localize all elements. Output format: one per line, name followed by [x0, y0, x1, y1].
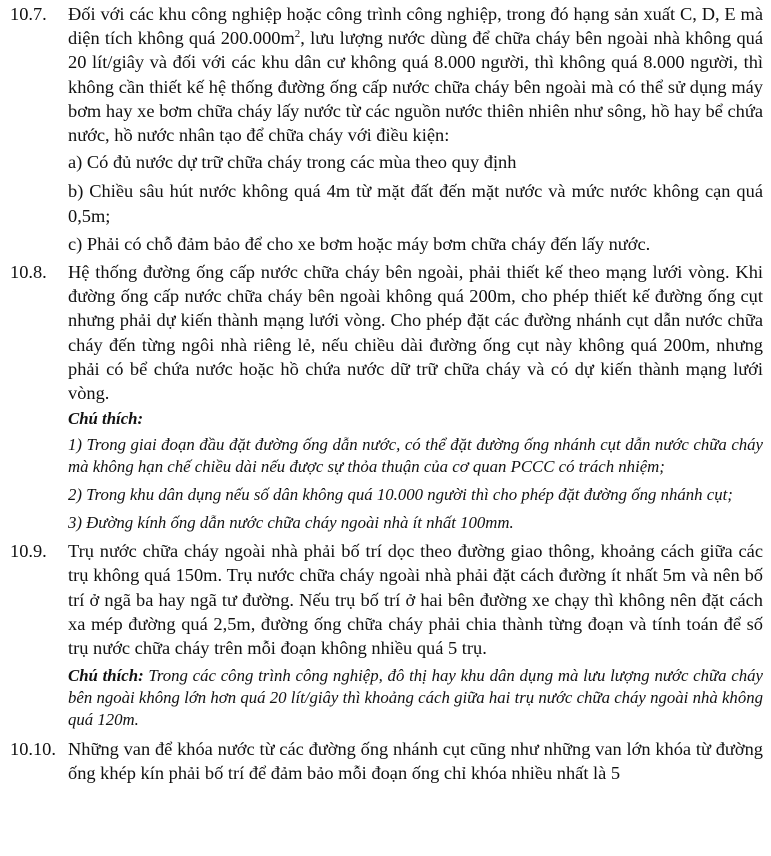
list-item: b) Chiều sâu hút nước không quá 4m từ mặt đất đến mặt nước và mức nước không cạn quá 0,5m;	[68, 181, 763, 226]
paragraph-text: Đối với các khu công nghiệp hoặc công trình công nghiệp, trong đó hạng sản xuất C, D, E mà diện tích không quá 200.000m	[68, 4, 763, 49]
list-item: c) Phải có chỗ đảm bảo để cho xe bơm hoặc máy bơm chữa cháy đến lấy nước.	[68, 233, 651, 254]
section-paragraph: Hệ thống đường ống cấp nước chữa cháy bên ngoài, phải thiết kế theo mạng lưới vòng. Khi đường ống cấp nước chữa cháy bên ngoài không quá 200m, cho phép thiết kế đường ống cụt nhưng phải dự kiến thành mạng lưới vòng. Cho phép đặt các đường nhánh cụt dẫn nước chữa cháy đến từng ngôi nhà riêng lẻ, nếu chiều dài đường ống cụt này không quá 200m, nhưng phải có bể chứa nước hoặc hồ chứa nước dữ trữ chữa cháy và có dự kiến thành mạng lưới vòng.	[68, 262, 763, 404]
section-paragraph: Những van để khóa nước từ các đường ống nhánh cụt cũng như những van lớn khóa từ đường ống khép kín phải bố trí để đảm bảo mỗi đoạn ống chỉ khóa nhiều nhất là 5	[68, 739, 763, 784]
section-10-9	[0, 539, 771, 660]
section-number: 10.7.	[10, 4, 47, 24]
note-item: 1) Trong giai đoạn đầu đặt đường ống dẫn nước, có thể đặt đường ống nhánh cụt dẫn nước chữa cháy mà không hạn chế chiều dài nếu được sự thỏa thuận của cơ quan PCCC có trách nhiệm;	[68, 435, 763, 477]
superscript: 2	[294, 28, 301, 41]
note-text: Trong các công trình công nghiệp, đô thị hay khu dân dụng mà lưu lượng nước chữa cháy bên ngoài không lớn hơn quá 20 lít/giây thì khoảng cách giữa hai trụ nước chữa cháy ngoài nhà không quá 120m.	[68, 666, 763, 730]
note-item: 3) Đường kính ống dẫn nước chữa cháy ngoài nhà ít nhất 100mm.	[68, 513, 514, 533]
note-item: 2) Trong khu dân dụng nếu số dân không quá 10.000 người thì cho phép đặt đường ống nhánh cụt;	[68, 485, 733, 505]
section-10-10	[0, 737, 771, 785]
paragraph-text: , lưu lượng nước dùng để chữa cháy bên ngoài nhà không quá 20 lít/giây và đối với các khu dân cư không quá 8.000 người, thì không quá 8.000 người, thì không cần thiết kế hệ thống đường ống cấp nước chữa cháy bên ngoài mà có thể sử dụng máy bơm hay xe bơm chữa cháy lấy nước từ các nguồn nước thiên nhiên như sông, hồ hay bể chứa nước, hồ nước nhân tạo để chữa cháy với điều kiện:	[68, 28, 763, 146]
section-10-8	[0, 260, 771, 405]
section-paragraph: Trụ nước chữa cháy ngoài nhà phải bố trí dọc theo đường giao thông, khoảng cách giữa các trụ không quá 150m. Trụ nước chữa cháy ngoài nhà phải đặt cách đường ít nhất 5m và nên bố trí ở ngã ba hay ngã tư đường. Nếu trụ bố trí ở hai bên đường xe chạy thì không nên đặt cách xa mép đường quá 2,5m, đường ống chữa cháy phải chia thành từng đoạn và tính toán để số trụ nước chữa cháy trên mỗi đoạn không nhiều quá 5 trụ.	[68, 541, 763, 659]
note-heading: Chú thích:	[68, 409, 144, 429]
list-item: a) Có đủ nước dự trữ chữa cháy trong các mùa theo quy định	[68, 152, 517, 173]
note-heading: Chú thích:	[68, 666, 144, 686]
section-number: 10.8.	[10, 262, 47, 283]
section-10-7	[0, 2, 771, 147]
note-paragraph	[0, 665, 771, 731]
section-number: 10.9.	[10, 541, 47, 562]
document-page	[0, 2, 771, 786]
section-number: 10.10.	[10, 739, 56, 760]
section-paragraph	[68, 2, 763, 147]
